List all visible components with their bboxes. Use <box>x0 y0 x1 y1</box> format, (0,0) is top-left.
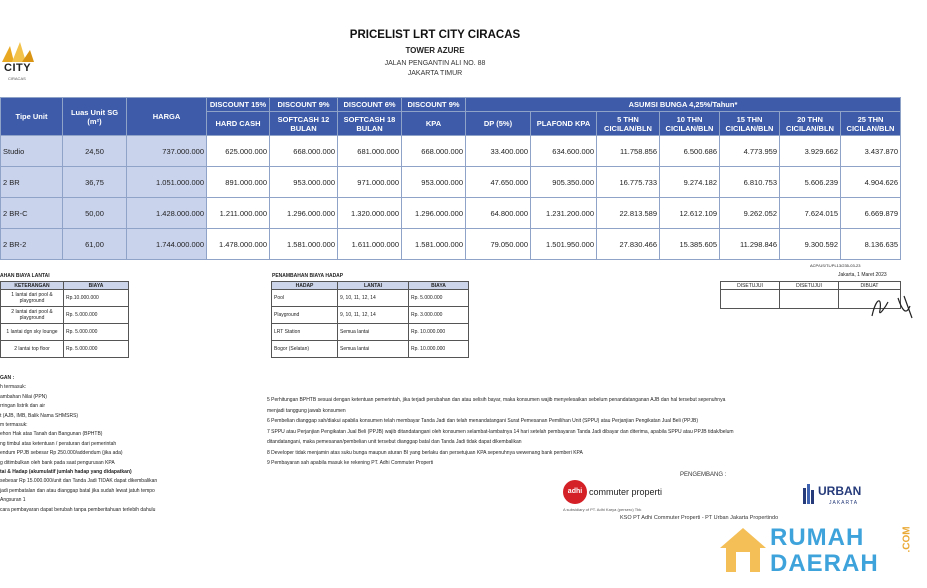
watermark-line1: RUMAH <box>770 524 865 551</box>
lantai-biaya: Rp. 5.000.000 <box>64 341 129 358</box>
cell-luas: 24,50 <box>63 136 127 167</box>
cell-value: 1.501.950.000 <box>531 229 597 260</box>
cell-value: 6.810.753 <box>720 167 780 198</box>
note-line: h termasuk: <box>0 384 27 391</box>
table-row <box>1 324 129 341</box>
lantai-title: AHAN BIAYA LANTAI <box>0 273 50 279</box>
col-disc-4: DISCOUNT 9% <box>402 98 466 112</box>
cell-value: 12.612.109 <box>660 198 720 229</box>
table-row <box>1 198 901 229</box>
col-disc-2: DISCOUNT 9% <box>270 98 338 112</box>
note-line: sebesar Rp 15.000.000/unit dan Tanda Jadi TIDAK dapat dikembalikan <box>0 478 158 485</box>
table-row <box>1 307 129 324</box>
logo-sub: CIRACAS <box>8 76 26 81</box>
col-harga: HARGA <box>127 98 207 136</box>
cell-value: 3.437.870 <box>841 136 901 167</box>
hadap-lantai: Semua lantai <box>338 324 409 341</box>
hadap-biaya: Rp. 5.000.000 <box>409 290 469 307</box>
cell-value: 681.000.000 <box>338 136 402 167</box>
cell-value: 1.581.000.000 <box>402 229 466 260</box>
rumahdaerah-watermark <box>718 522 918 582</box>
cell-value: 11.298.846 <box>720 229 780 260</box>
cell-value: 8.136.635 <box>841 229 901 260</box>
hadap-table <box>271 281 469 358</box>
table-row <box>1 341 129 358</box>
sign-box <box>780 290 839 309</box>
cell-harga: 1.051.000.000 <box>127 167 207 198</box>
cell-luas: 36,75 <box>63 167 127 198</box>
cell-value: 9.274.182 <box>660 167 720 198</box>
hadap-lantai: Semua lantai <box>338 341 409 358</box>
page-title: PRICELIST LRT CITY CIRACAS <box>349 29 521 41</box>
cell-value: 9.262.052 <box>720 198 780 229</box>
lantai-table <box>0 281 129 358</box>
notes-heading: GAN : <box>0 375 15 381</box>
cell-value: 27.830.466 <box>597 229 660 260</box>
cell-value: 953.000.000 <box>270 167 338 198</box>
cell-value: 9.300.592 <box>780 229 841 260</box>
notes-right <box>267 395 907 469</box>
col-sub-5thn: 5 THN CICILAN/BLN <box>597 112 660 136</box>
cell-tipe: 2 BR-2 <box>1 229 63 260</box>
note-line: m termasuk: <box>0 422 28 429</box>
cell-tipe: 2 BR-C <box>1 198 63 229</box>
notes-left <box>0 374 260 515</box>
hadap-col-lantai: LANTAI <box>338 282 409 290</box>
col-luas-label: Luas Unit SG <box>70 107 119 117</box>
table-row <box>272 324 469 341</box>
note-line: 7 SPPU atau Perjanjian Pengikatan Jual Beli (PPJB) wajib ditandatangani oleh konsumen selambat-lambatnya 14 hari setelah pembayaran Tanda Jadi dibayar dan diterima, apabila SPPU atau PPJB tidak/belum <box>267 428 734 435</box>
lantai-keterangan: 1 lantai dari pool & playground <box>1 290 64 307</box>
urban-name: URBAN <box>818 484 862 498</box>
hadap-biaya: Rp. 10.000.000 <box>409 324 469 341</box>
col-luas-unit: (m²) <box>87 116 102 126</box>
col-sub-hard-cash: HARD CASH <box>207 112 270 136</box>
lantai-keterangan: 2 lantai dari pool & playground <box>1 307 64 324</box>
note-line: g ditimbulkan oleh bank pada saat pengurusan KPA <box>0 459 115 466</box>
cell-value: 47.650.000 <box>466 167 531 198</box>
sign-disetujui-2: DISETUJUI <box>780 282 839 290</box>
lantai-biaya: Rp. 5.000.000 <box>64 307 129 324</box>
address: JALAN PENGANTIN ALI NO. 88 <box>384 60 486 67</box>
cell-luas: 61,00 <box>63 229 127 260</box>
signature-mark <box>868 292 918 322</box>
cell-value: 971.000.000 <box>338 167 402 198</box>
cell-value: 905.350.000 <box>531 167 597 198</box>
hadap-biaya: Rp. 3.000.000 <box>409 307 469 324</box>
sign-dibuat: DIBUAT <box>839 282 901 290</box>
note-line: t (AJB, IMB, Balik Nama SHMSRS) <box>0 412 79 419</box>
hadap-name: LRT Station <box>272 324 338 341</box>
cell-value: 79.050.000 <box>466 229 531 260</box>
col-sub-plafond: PLAFOND KPA <box>531 112 597 136</box>
doc-date: Jakarta, 1 Maret 2023 <box>838 272 887 278</box>
col-tipe-unit: Tipe Unit <box>1 98 63 136</box>
hadap-name: Pool <box>272 290 338 307</box>
cell-value: 634.600.000 <box>531 136 597 167</box>
table-row <box>272 290 469 307</box>
note-line: 6 Pembelian dianggap sah/diakui apabila konsumen telah membayar Tanda Jadi dan telah menandatangani Surat Pemesanan Pemilihan Unit (SPPU) atau Perjanjian Pengikatan Jual Beli (PPJB) <box>267 418 699 424</box>
note-line: jadi pembatalan dan atau dianggap batal jika sudah lewat jatuh tempo <box>0 487 155 494</box>
cell-value: 1.581.000.000 <box>270 229 338 260</box>
cell-value: 16.775.733 <box>597 167 660 198</box>
adhi-tagline: A subsidiary of PT. Adhi Karya (persero) Tbk <box>563 507 642 512</box>
cell-value: 4.904.626 <box>841 167 901 198</box>
cell-value: 668.000.000 <box>270 136 338 167</box>
cell-value: 6.669.879 <box>841 198 901 229</box>
col-sub-25thn: 25 THN CICILAN/BLN <box>841 112 901 136</box>
note-line: menjadi tanggung jawab konsumen <box>267 407 346 414</box>
watermark-suffix: .COM <box>901 526 913 553</box>
hadap-col-hadap: HADAP <box>272 282 338 290</box>
cell-value: 625.000.000 <box>207 136 270 167</box>
note-line: ehon Hak atas Tanah dan Bangunan (BPHTB) <box>0 431 103 438</box>
hadap-title: PENAMBAHAN BIAYA HADAP <box>272 273 344 279</box>
cell-value: 891.000.000 <box>207 167 270 198</box>
hadap-biaya: Rp. 10.000.000 <box>409 341 469 358</box>
cell-harga: 1.428.000.000 <box>127 198 207 229</box>
cell-value: 6.500.686 <box>660 136 720 167</box>
col-sub-dp: DP (5%) <box>466 112 531 136</box>
city: JAKARTA TIMUR <box>407 70 463 77</box>
cell-value: 1.231.200.000 <box>531 198 597 229</box>
col-sub-kpa: KPA <box>402 112 466 136</box>
lantai-keterangan: 1 lantai dgn sky lounge <box>1 324 64 341</box>
col-sub-softcash-12: SOFTCASH 12 BULAN <box>270 112 338 136</box>
watermark-line2: DAERAH <box>770 550 879 577</box>
cell-tipe: 2 BR <box>1 167 63 198</box>
cell-value: 1.611.000.000 <box>338 229 402 260</box>
table-row <box>1 136 901 167</box>
cell-value: 1.296.000.000 <box>270 198 338 229</box>
cell-value: 1.320.000.000 <box>338 198 402 229</box>
pricelist-table <box>0 97 901 260</box>
sign-disetujui-1: DISETUJUI <box>721 282 780 290</box>
ref-code: ACP/US/TL/PL13/235-03-23 <box>810 263 861 268</box>
cell-value: 64.800.000 <box>466 198 531 229</box>
note-line: ambahan Nilai (PPN) <box>0 393 47 400</box>
table-row <box>1 167 901 198</box>
sign-box <box>721 290 780 309</box>
col-luas <box>63 98 127 136</box>
note-line: Angsuran 1 <box>0 497 26 504</box>
cell-value: 7.624.015 <box>780 198 841 229</box>
hadap-lantai: 9, 10, 11, 12, 14 <box>338 307 409 324</box>
lantai-keterangan: 2 lantai top floor <box>1 341 64 358</box>
kso-text: KSO PT Adhi Commuter Properti - PT Urban Jakarta Propertindo <box>620 515 779 521</box>
cell-value: 3.929.662 <box>780 136 841 167</box>
cell-value: 1.478.000.000 <box>207 229 270 260</box>
lantai-biaya: Rp.10.000.000 <box>64 290 129 307</box>
cell-value: 5.606.239 <box>780 167 841 198</box>
house-icon <box>718 526 768 574</box>
hadap-name: Playground <box>272 307 338 324</box>
col-disc-3: DISCOUNT 6% <box>338 98 402 112</box>
urban-mark-icon <box>803 484 815 504</box>
tower-name: TOWER AZURE <box>405 46 465 55</box>
table-row <box>272 341 469 358</box>
cell-tipe: Studio <box>1 136 63 167</box>
col-asumsi: ASUMSI BUNGA 4,25%/Tahun* <box>466 98 901 112</box>
note-line: rringan listrik dan air <box>0 403 46 410</box>
cell-value: 1.296.000.000 <box>402 198 466 229</box>
note-line: 8 Developer tidak menjamin atas suku bunga maupun aturan BI yang berlaku dan persetujuan KPA sepenuhnya wewenang bank pemberi KPA <box>267 449 583 456</box>
note-line: ditandatangani, maka pemesanan/pembelian unit tersebut dianggap batal dan Tanda Jadi tidak dapat dikembalikan <box>267 439 522 445</box>
hadap-col-biaya: BIAYA <box>409 282 469 290</box>
cell-value: 1.211.000.000 <box>207 198 270 229</box>
lantai-col-biaya: BIAYA <box>64 282 129 290</box>
developer-label: PENGEMBANG : <box>680 472 727 478</box>
cell-value: 15.385.605 <box>660 229 720 260</box>
cell-value: 11.758.856 <box>597 136 660 167</box>
cell-value: 22.813.589 <box>597 198 660 229</box>
note-line: 5 Perhitungan BPHTB sesuai dengan ketentuan pemerintah, jika terjadi perubahan dan atau selisih bayar, maka konsumen wajib menyelesaikan sebelum penandatanganan AJB dan hal tersebut sepenuhnya <box>267 397 726 403</box>
cell-value: 4.773.959 <box>720 136 780 167</box>
note-line: ng timbul atas ketentuan / peraturan dari pemerintah <box>0 440 117 447</box>
city-logo <box>0 40 60 85</box>
lantai-col-keterangan: KETERANGAN <box>1 282 64 290</box>
cell-harga: 1.744.000.000 <box>127 229 207 260</box>
col-sub-15thn: 15 THN CICILAN/BLN <box>720 112 780 136</box>
table-row <box>1 290 129 307</box>
note-line: 9 Pembayaran sah apabila masuk ke rekening PT. Adhi Commuter Properti <box>267 460 434 466</box>
cell-value: 668.000.000 <box>402 136 466 167</box>
table-row <box>1 229 901 260</box>
hadap-lantai: 9, 10, 11, 12, 14 <box>338 290 409 307</box>
cell-value: 33.400.000 <box>466 136 531 167</box>
note-line: endum PPJB sebesar Rp 250.000/addendum (jika ada) <box>0 450 123 457</box>
cell-luas: 50,00 <box>63 198 127 229</box>
cell-value: 953.000.000 <box>402 167 466 198</box>
note-line: tai & Hadap (akumulatif jumlah hadap yang didapatkan) <box>0 469 132 476</box>
lantai-biaya: Rp. 5.000.000 <box>64 324 129 341</box>
note-line: cara pembayaran dapat berubah tanpa pemberitahuan terlebih dahulu <box>0 506 156 513</box>
col-sub-10thn: 10 THN CICILAN/BLN <box>660 112 720 136</box>
urban-sub: JAKARTA <box>829 500 859 506</box>
hadap-name: Bogor (Selatan) <box>272 341 338 358</box>
table-row <box>272 307 469 324</box>
cell-harga: 737.000.000 <box>127 136 207 167</box>
adhi-name: commuter properti <box>589 487 663 497</box>
col-sub-20thn: 20 THN CICILAN/BLN <box>780 112 841 136</box>
col-sub-softcash-18: SOFTCASH 18 BULAN <box>338 112 402 136</box>
logo-text: CITY <box>4 62 32 74</box>
col-disc-1: DISCOUNT 15% <box>207 98 270 112</box>
adhi-mark: adhi <box>563 480 587 504</box>
